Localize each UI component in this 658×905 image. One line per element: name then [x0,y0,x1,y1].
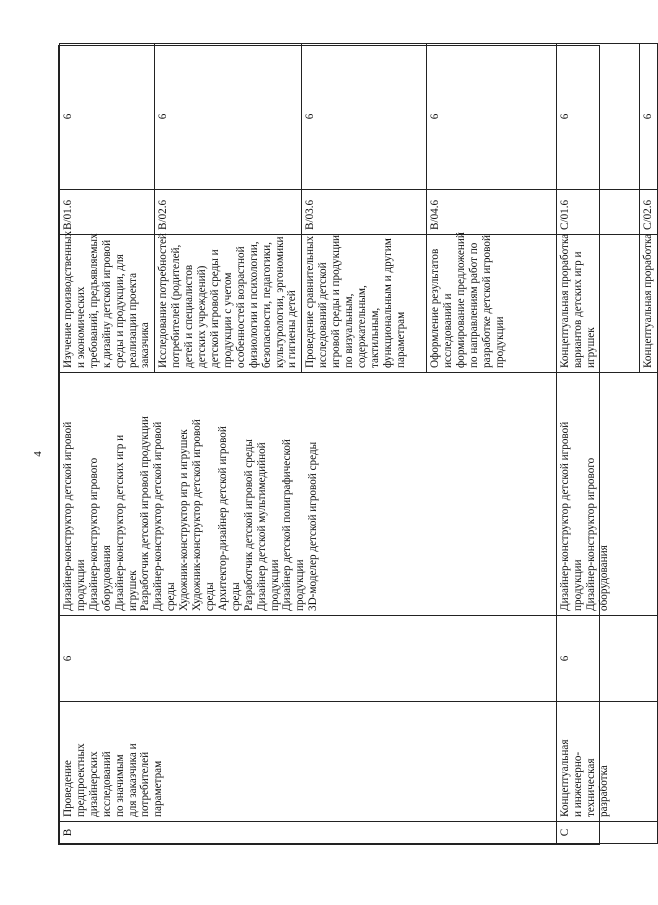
labor-function-name-line: детской игровой среды и [208,249,221,368]
labor-function-name-line: исследований детской [317,262,330,368]
labor-function-name [60,230,155,373]
labor-function-name-line: исследований и [442,293,455,368]
labor-function-name-line: Исследование потребностей [157,233,170,368]
labor-function-name-line: заказчика [139,322,152,368]
labor-function-name-line: разработке детской игровой [480,235,493,368]
generalized-function-name-line: потребителей [139,751,152,817]
possible-positions [557,373,658,616]
labor-function-name-line: формирование предложений [455,232,468,368]
generalized-function-name-line: исследований [100,751,113,817]
labor-function-level: 6 [557,44,640,190]
possible-positions-line: игрушек [126,570,139,611]
labor-function-name-line: детей и специалистов [183,264,196,368]
possible-positions-line: Архитектор-дизайнер детской игровой [216,426,229,611]
generalized-function-name [557,702,658,822]
labor-function-name-line: среды и продукции, для [113,254,126,368]
generalized-function-name-line: по значимым [113,754,126,817]
possible-positions-line: 3D-моделер детской игровой среды [307,441,320,611]
generalized-function-name [60,702,557,822]
possible-positions-line: Дизайнер-конструктор детской игровой [62,421,74,611]
generalized-function-name-line: Проведение [62,760,74,817]
generalized-function-name-line: для заказчика и [126,743,139,817]
possible-positions-line: среды [229,582,242,611]
labor-function-name-line: физиологии и психологии, [247,241,260,368]
labor-function-name [640,235,658,373]
labor-function-name-line: Оформление результатов [429,248,442,368]
labor-function-name-line: продукции [493,316,506,368]
labor-function-name-line: игрушек [585,327,598,368]
labor-function-name-line: безопасности, педагогики, [260,242,273,368]
labor-function-name-line: вариантов детских игр и [572,251,585,368]
labor-function-code: B/04.6 [427,190,557,235]
labor-function-name-line: и гигиены детей [286,290,299,368]
possible-positions-line: продукции [572,559,585,611]
labor-function-level: 6 [640,44,658,190]
labor-function-name-line: культурологии, эргономики [273,236,286,368]
labor-function-name-line: содержательным, [355,285,368,368]
generalized-function-name-line: параметрам [152,760,165,817]
labor-function-name-line: параметрам [394,311,407,368]
labor-function-name-line: Изучение производственных [62,230,74,368]
labor-function-name-line: реализации проекта [126,272,139,368]
page-number: 4 [32,451,44,457]
possible-positions-line: оборудования [100,545,113,611]
generalized-function-name-line: предпроектных [74,743,87,817]
possible-positions-line: Дизайнер-конструктор детских игр и [113,434,126,611]
labor-function-name [557,235,640,373]
labor-function-name-line: игровой среды и продукции [330,234,343,368]
labor-function-level: 6 [155,44,302,190]
possible-positions-line: Дизайнер-конструктор игрового [585,457,598,611]
labor-function-name-line: по направлениям работ по [468,242,481,368]
labor-function-name-line: продукции с учетом [221,272,234,368]
labor-function-name [427,232,557,373]
possible-positions-line: продукции [74,559,87,611]
labor-function-name-line: Концептуальная проработка [642,233,655,368]
labor-function-name-line: Проведение сравнительных [304,235,317,368]
qualification-table [59,43,658,844]
labor-function-name-line: и экономических [74,286,87,368]
labor-function-name-line: особенностей возрастной [234,246,247,368]
possible-positions-line: Разработчик детской игровой среды [242,439,255,611]
generalized-function-name-line: техническая [585,758,598,817]
labor-function-name-line: Концептуальная проработка [559,233,572,368]
table-row [60,44,155,844]
possible-positions-line: Дизайнер-конструктор детской игровой [559,421,572,611]
labor-function-code: B/03.6 [302,190,427,235]
labor-function-level: 6 [302,44,427,190]
possible-positions-line: Разработчик детской игровой продукции [139,416,152,611]
labor-function-level: 6 [60,44,155,190]
labor-function-name-line: требований, предъявляемых [87,233,100,368]
labor-function-code: C/02.6 [640,190,658,235]
labor-function-name [155,235,302,373]
labor-function-level: 6 [427,44,557,190]
labor-function-code: C/01.6 [557,190,640,235]
possible-positions-line: Дизайнер детской мультимедийной [255,442,268,611]
rotated-table-container [58,45,655,845]
generalized-function-name-line: Концептуальная [559,739,572,817]
labor-function-name-line: функциональным и другим [381,238,394,368]
labor-function-name-line: тактильным, [368,307,381,368]
labor-function-code: B/01.6 [60,190,155,235]
possible-positions-line: Дизайнер-конструктор детской игровой [152,421,165,611]
labor-function-code: B/02.6 [155,190,302,235]
labor-function-name-line: к дизайну детской игровой [100,239,113,368]
possible-positions-line: продукции [294,559,307,611]
table-row [557,44,640,844]
possible-positions-line: Дизайнер-конструктор игрового [87,457,100,611]
possible-positions-line: Дизайнер детской полиграфической [281,439,294,611]
generalized-function-name-line: разработка [598,765,611,817]
labor-function-name [302,235,427,373]
qualification-level: 6 [60,616,557,702]
generalized-function-code: C [557,822,658,844]
possible-positions-line: Художник-конструктор детской игровой [191,419,204,611]
generalized-function-code: B [60,822,557,844]
possible-positions-line: Художник-конструктор игр и игрушек [178,429,191,611]
labor-function-name-line: потребителей (родителей, [170,244,183,368]
generalized-function-name-line: дизайнерских [87,751,100,817]
labor-function-name-line: по визуальным, [343,293,356,368]
possible-positions-line: продукции [268,559,281,611]
possible-positions-line: среды [165,582,178,611]
possible-positions [60,373,557,616]
possible-positions-line: среды [203,582,216,611]
qualification-level: 6 [557,616,658,702]
generalized-function-name-line: и инженерно- [572,751,585,817]
labor-function-name-line: детских учреждений) [196,265,209,368]
possible-positions-line: оборудования [598,545,611,611]
